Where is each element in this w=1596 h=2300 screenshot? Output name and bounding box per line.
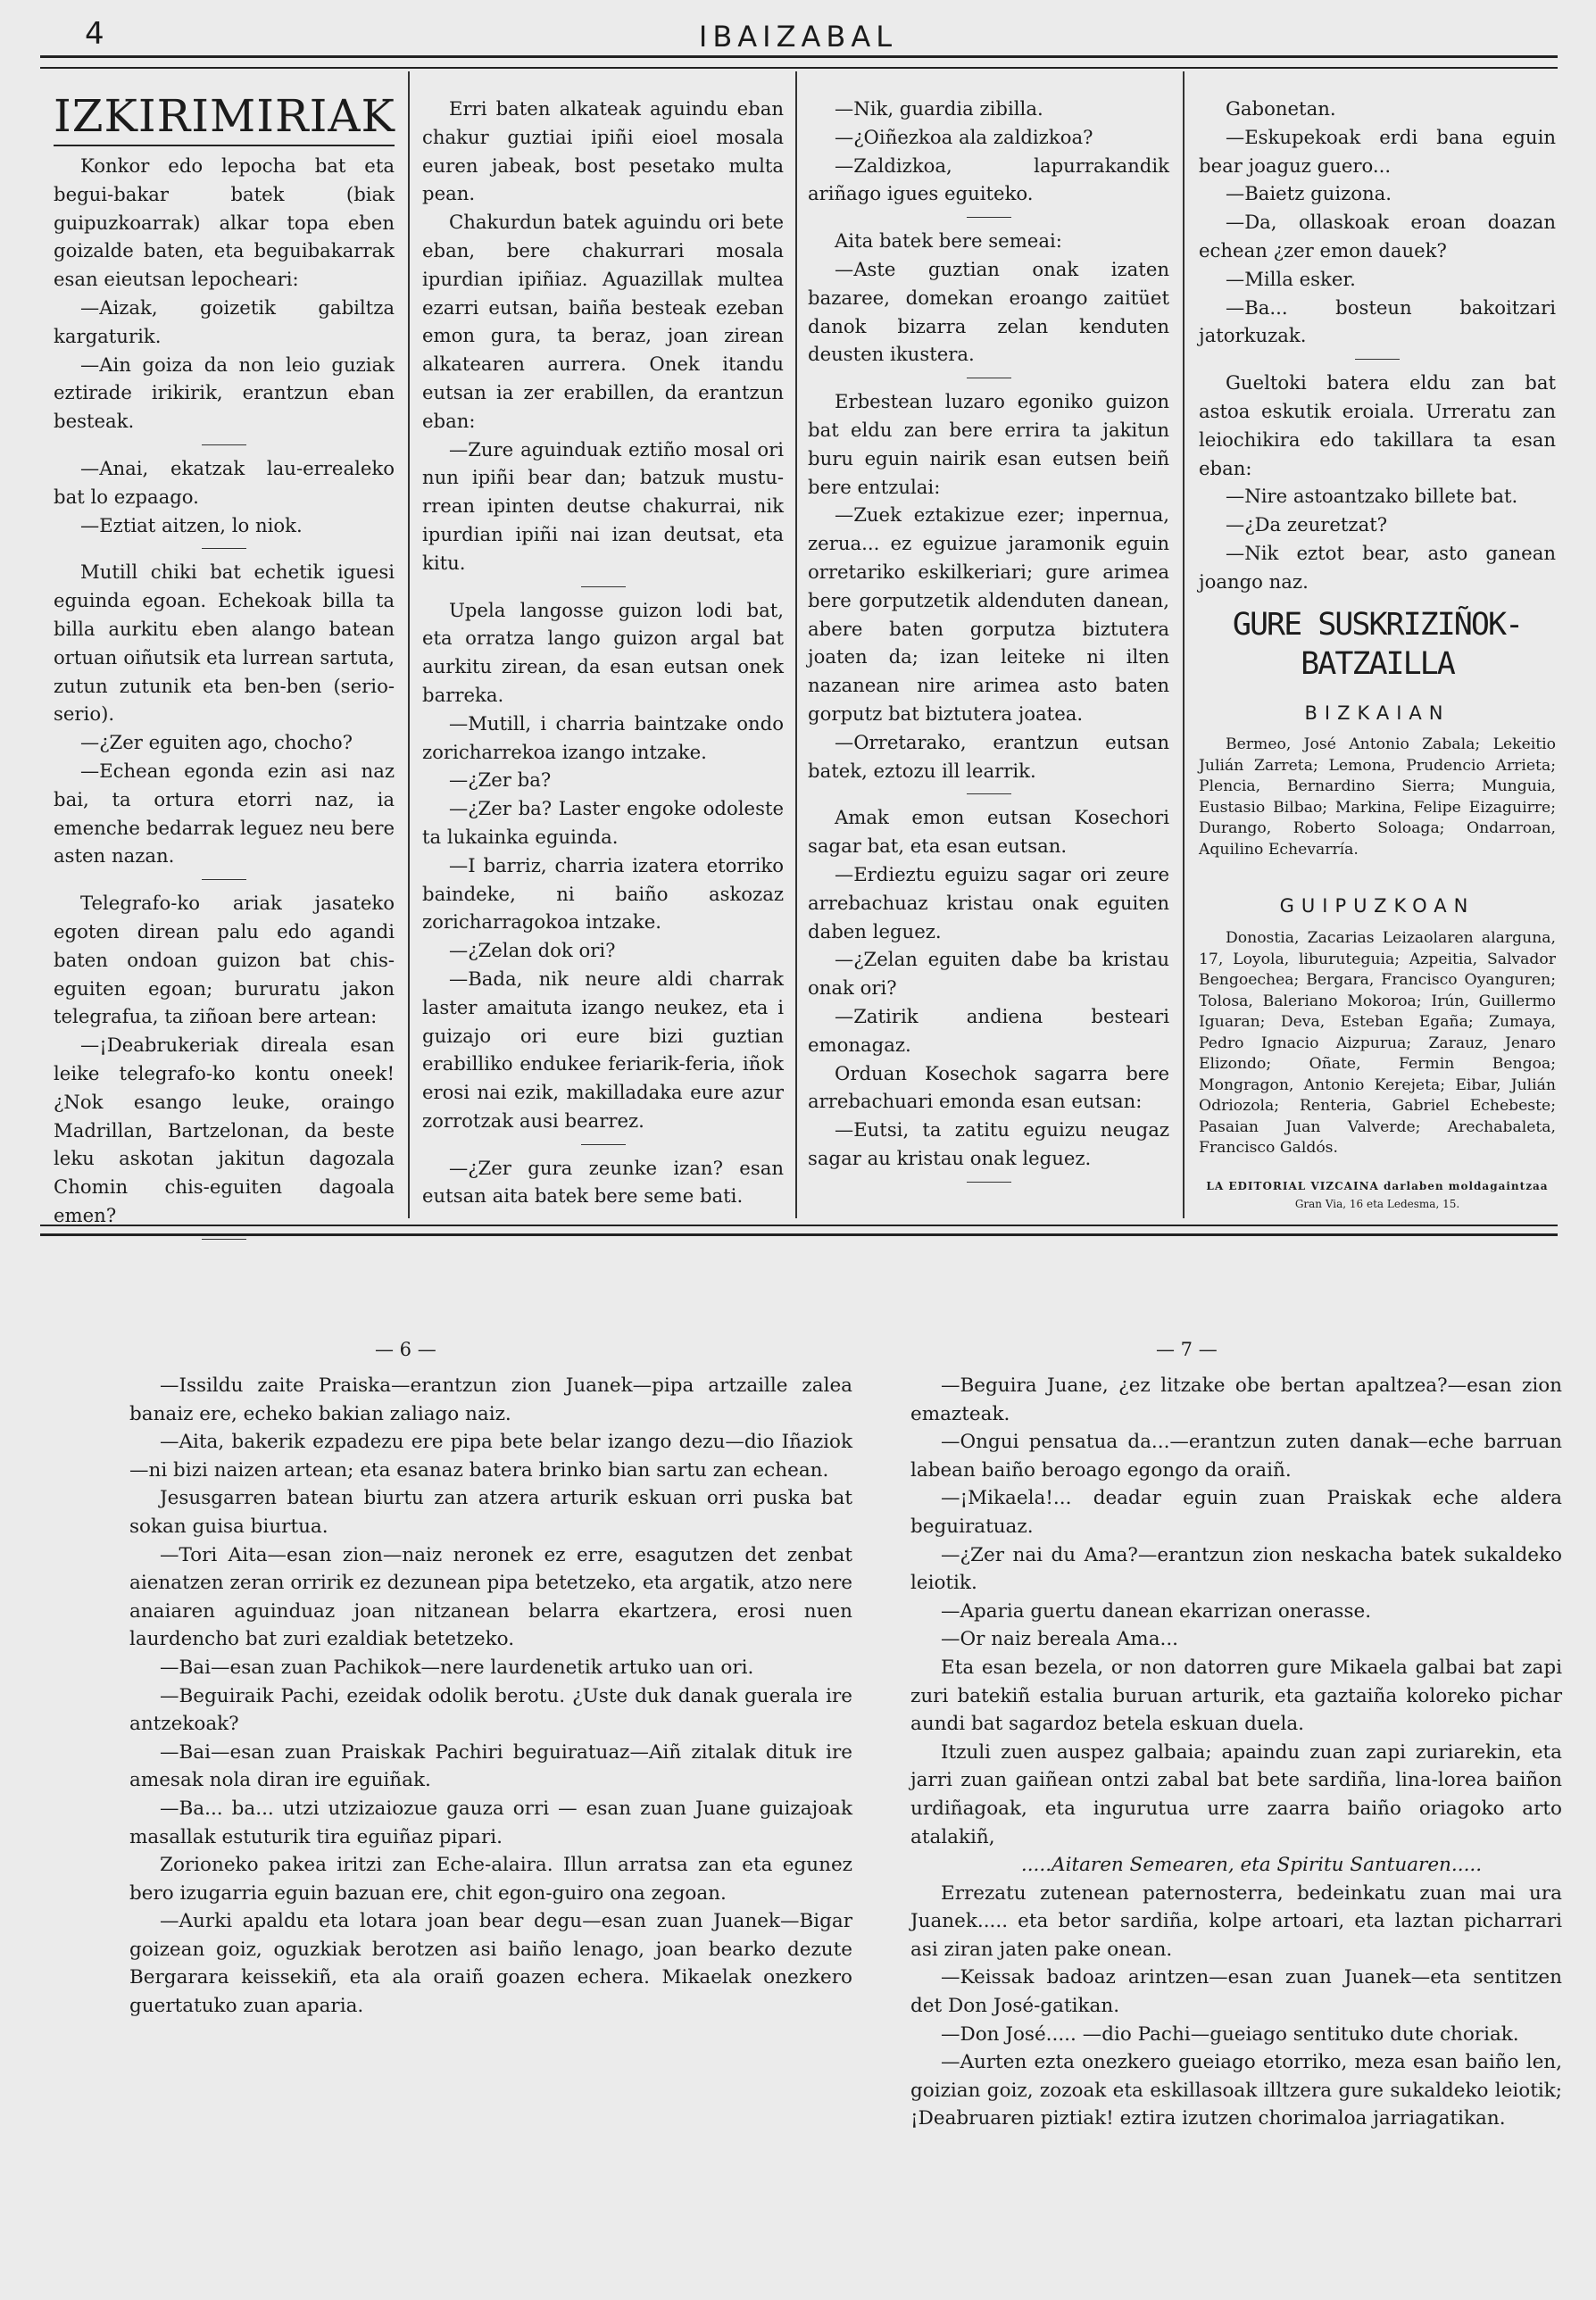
paragraph: —Ain goiza da non leio guziak eztirade irikirik, erantzun eban besteak. — [54, 353, 395, 433]
paragraph: —I barriz, charria izatera etorriko baindeke, ni baiño askozaz zoricharragokoa intzake. — [422, 853, 784, 934]
paragraph: —Issildu zaite Praiska—erantzun zion Juanek—pipa artzaille zalea banaiz ere, echeko bakian zaliago naiz. — [129, 1374, 852, 1425]
lower-left-text — [129, 1372, 852, 2021]
paragraph: —Nik eztot bear, asto ganean joango naz. — [1199, 541, 1556, 593]
paragraph: —Bai—esan zuan Praiskak Pachiri beguiratuaz—Aiñ zitalak dituk ire amesak nola diran ire eguiñak. — [129, 1740, 852, 1792]
region-label-bizkaia: BIZKAIAN — [1304, 702, 1451, 724]
paragraph: —¡Mikaela!... deadar eguin zuan Praiskak eche aldera beguiratuaz. — [910, 1487, 1562, 1538]
paragraph: —Don José..... —dio Pachi—gueiago sentituko dute choriak. — [941, 2022, 1519, 2046]
paragraph: Erri baten alkateak aguindu eban chakur guztiai ipiñi eioel mosala euren jabeak, bost pesetako multa pean. — [422, 97, 784, 205]
agents-list-bizkaia: Bermeo, José Antonio Zabala; Lekeitio Julián Zarreta; Lemona, Prudencio Arrieta; Plencia, Bernardino Sierra; Munguia, Eustasio Bilbao; Markina, Felipe Eizaguirre; Durango, Roberto Soloaga; Ondarroan, Aquilino Echevarría. — [1199, 735, 1556, 859]
separator — [202, 1239, 246, 1240]
separator — [202, 444, 246, 445]
separator — [967, 793, 1011, 794]
paragraph: —Bai—esan zuan Pachikok—nere laurdenetik artuko uan ori. — [160, 1656, 754, 1679]
paragraph: —Ba... ba... utzi utzizaiozue gauza orri — esan zuan Juane guizajoak masallak estuturik tira eguiñaz pipari. — [129, 1797, 852, 1848]
paragraph: Errezatu zutenean paternosterra, bedeinkatu zuan mai ura Juanek..... eta betor sardiña, kolpe artoari, eta laztan picharrari asi ziran jaten pake onean. — [910, 1881, 1562, 1961]
paragraph: —¿Zer nai du Ama?—erantzun zion neskacha batek sukaldeko leiotik. — [910, 1543, 1562, 1595]
paragraph: —Zaldizkoa, lapurrakandik ariñago igues eguiteko. — [808, 154, 1169, 205]
paragraph: —¿Zer gura zeunke izan? esan eutsan aita batek bere seme bati. — [422, 1156, 784, 1208]
column-divider — [408, 71, 410, 1218]
paragraph: —¿Zer ba? — [449, 768, 552, 792]
paragraph: —Aurten ezta onezkero gueiago etorriko, meza esan baiño len, goizian goiz, zozoak eta eskillasoak illtzera gure sukaldeko leiotik; ¡Deabruaren piztiak! eztira izutzen chorimaloa jarriagatikan. — [910, 2051, 1562, 2130]
paragraph: —¡Deabrukeriak direala esan leike telegrafo-ko kontu oneek! ¿Nok esango leuke, oraingo Madrillan, Bartzelonan, da beste leku askotan jakitun dagozala Chomin chis-eguiten dagoala emen? — [54, 1034, 395, 1226]
paragraph: —Or naiz bereala Ama... — [941, 1628, 1179, 1651]
paragraph: —¿Zelan eguiten dabe ba kristau onak ori? — [808, 948, 1169, 1000]
paragraph: —Zure aguinduak eztiño mosal ori nun ipiñi bear dan; batzuk mustu-rrean ipinten deutse chakurrai, nik ipurdian ipiñi nai izan deutsat, eta kitu. — [422, 437, 784, 574]
separator — [1355, 359, 1400, 360]
imprint-publisher: LA EDITORIAL VIZCAINA darlaben moldagaintzaa — [1206, 1179, 1549, 1192]
imprint — [1199, 1177, 1556, 1213]
imprint-address: Gran Via, 16 eta Ledesma, 15. — [1294, 1197, 1460, 1210]
paragraph: —¿Oiñezkoa ala zaldizkoa? — [835, 125, 1093, 148]
paragraph: Amak emon eutsan Kosechori sagar bat, eta esan eutsan. — [808, 806, 1169, 858]
paragraph: —Erdieztu eguizu sagar ori zeure arrebachuaz kristau onak eguiten daben leguez. — [808, 862, 1169, 942]
paragraph: —Aizak, goizetik gabiltza kargaturik. — [54, 295, 395, 347]
paragraph: —Echean egonda ezin asi naz bai, ta ortura etorri naz, ia emenche bedarrak leguez neu bere asten nazan. — [54, 759, 395, 868]
paragraph: —Baietz guizona. — [1226, 182, 1392, 205]
paragraph: Eta esan bezela, or non datorren gure Mikaela galbai bat zapi zuri batekiñ estalia buruan arturik, eta gaztaiña koloreko pichar aundi bat sagardoz betela eskuan duela. — [910, 1656, 1562, 1736]
separator — [202, 548, 246, 549]
prayer-line: .....Aitaren Semearen, eta Spiritu Santuaren..... — [1020, 1854, 1483, 1877]
paragraph: —Mutill, i charria baintzake ondo zoricharrekoa izango intzake. — [422, 711, 784, 763]
paragraph: —Beguira Juane, ¿ez litzake obe bertan apaltzea?—esan zion emazteak. — [910, 1374, 1562, 1425]
paragraph: —Bada, nik neure aldi charrak laster amaituta izango neukez, eta i guizajo ori eure bizi guztian erabilliko endukee feriarik-feria, iñok erosi nai ezik, makilladaka eure azur zorrotzak ausi bearrez. — [422, 967, 784, 1132]
column-divider — [1183, 71, 1185, 1218]
paragraph: Telegrafo-ko ariak jasateko egoten direan palu edo agandi baten ondoan guizon bat chis-eguiten egoan; bururatu jakon telegrafua, ta ziñoan bere artean: — [54, 892, 395, 1028]
paragraph: —Aste guztian onak izaten bazaree, domekan eroango zaitüet danok bizarra zelan kenduten deusten ikustera. — [808, 257, 1169, 366]
separator — [967, 1182, 1011, 1183]
lower-page-number-6: — 6 — — [375, 1339, 436, 1360]
paragraph: Gueltoki batera eldu zan bat astoa eskutik eroiala. Urreratu zan leiochikira edo takillara ta esan eban: — [1199, 371, 1556, 479]
column-1 — [54, 89, 395, 1249]
paragraph: —Tori Aita—esan zion—naiz neronek ez erre, esagutzen det zenbat aienatzen zeran orririk ez dezunean pipa betetzeko, eta argatik, atzo nere anaiaren aguinduaz joan nitzanean belarra ekartzera, erosi nuen laurdencho bat zuri ezaldiak betetzeko. — [129, 1543, 852, 1651]
paragraph: Orduan Kosechok sagarra bere arrebachuari emonda esan eutsan: — [808, 1061, 1169, 1113]
separator — [581, 586, 626, 587]
paragraph: —Nire astoantzako billete bat. — [1226, 485, 1518, 508]
subscribers-heading: GURE SUSKRIZIÑOK-BATZAILLA — [1232, 606, 1523, 682]
paragraph: Itzuli zuen auspez galbaia; apaindu zuan zapi zuriarekin, eta jarri zuan gaiñean ontzi zabal bat bete sardiña, lina-lorea baiñon urdiñagoak, eta ingurutua urre zaarra baiño oriagoko arto atalakiñ, — [910, 1740, 1562, 1848]
newspaper-title: IBAIZABAL — [698, 20, 898, 54]
paragraph: —Keissak badoaz arintzen—esan zuan Juanek—eta sentitzen det Don José-gatikan. — [910, 1966, 1562, 2018]
column-4 — [1199, 95, 1556, 1213]
paragraph: —Aurki apaldu eta lotara joan bear degu—esan zuan Juanek—Bigar goizean goiz, oguzkiak berotzen asi baiño lenago, joan bearko dezute Bergarara keissekiñ, eta ala oraiñ goazen echera. Mikaelak onezkero guertatuko zuan aparia. — [129, 1910, 852, 2018]
section-heading: IZKIRIMIRIAK — [54, 89, 395, 146]
column-3 — [808, 95, 1169, 1192]
paragraph: —Zatirik andiena besteari emonagaz. — [808, 1004, 1169, 1056]
paragraph: —Aita, bakerik ezpadezu ere pipa bete belar izango dezu—dio Iñaziok—ni bizi naizen artean; eta esanaz batera brinko bian sartu zan echean. — [129, 1431, 852, 1482]
agents-list-gipuzkoa: Donostia, Zacarias Leizaolaren alarguna, 17, Loyola, liburuteguia; Azpeitia, Salvador Bengoechea; Bergara, Francisco Oyanguren; Tolosa, Baleriano Mokoroa; Irún, Guillermo Iguaran; Deva, Esteban Egaña; Zumaya, Pedro Ignacio Aizpurua; Zarauz, Jenaro Elizondo; Oñate, Fermin Bengoa; Mongragon, Antonio Kerejeta; Eibar, Julián Odriozola; Renteria, Gabriel Echebeste; Pasaian Juan Valverde; Arechabaleta, Francisco Galdós. — [1199, 929, 1556, 1158]
paragraph: Konkor edo lepocha bat eta begui-bakar batek (biak guipuzkoarrak) alkar topa eben goizalde baten, eta beguibakarrak esan eieutsan lepocheari: — [54, 154, 395, 291]
paragraph: Mutill chiki bat echetik iguesi eguinda egoan. Echekoak billa ta billa aurkitu eben alango batean ortuan oiñutsik eta lurrean sartuta, zutun zutunik eta ben-ben (serio-serio). — [54, 560, 395, 726]
paragraph: —¿Da zeuretzat? — [1226, 513, 1388, 536]
paragraph: Zorioneko pakea iritzi zan Eche-alaira. Illun arratsa zan eta egunez bero izugarria eguin bazuan ere, chit egon-guiro ona zegoan. — [129, 1854, 852, 1905]
bottom-double-rule — [40, 1225, 1558, 1236]
paragraph: Jesusgarren batean biurtu zan atzera arturik eskuan orri puska bat sokan guisa biurtua. — [129, 1487, 852, 1538]
paragraph: —Zuek eztakizue ezer; inpernua, zerua... ez eguizue jaramonik eguin orretariko eskilkeriari; gure arimea bere gorputzetik aldenduten danean, abere baten gorputza biztutera joaten da; izan leiteke ni ilten nazanean nire arimea asto baten gorputz bat biztutera joatea. — [808, 503, 1169, 725]
paragraph: —¿Zelan dok ori? — [449, 939, 616, 962]
separator — [581, 1144, 626, 1145]
paragraph: —Milla esker. — [1226, 267, 1356, 290]
paragraph: Aita batek bere semeai: — [835, 229, 1062, 253]
column-divider — [795, 71, 797, 1218]
paragraph: Erbestean luzaro egoniko guizon bat eldu zan bere errira ta jakitun buru eguin nairik esan eutsen beiñ bere entzulai: — [808, 390, 1169, 498]
paragraph: —Ongui pensatua da...—erantzun zuten danak—eche barruan labean baiño beroago egongo da oraiñ. — [910, 1431, 1562, 1482]
paragraph: —Ba... bosteun bakoitzari jatorkuzak. — [1199, 295, 1556, 347]
paragraph: —Eutsi, ta zatitu eguizu neugaz sagar au kristau onak leguez. — [808, 1118, 1169, 1169]
paragraph: —¿Zer ba? Laster engoke odoleste ta lukainka eguinda. — [422, 797, 784, 848]
paragraph: Gabonetan. — [1226, 97, 1336, 120]
paragraph: —¿Zer eguiten ago, chocho? — [80, 731, 353, 754]
paragraph: —Anai, ekatzak lau-errealeko bat lo ezpaago. — [54, 456, 395, 508]
paragraph: —Nik, guardia zibilla. — [835, 97, 1043, 120]
paragraph: —Eztiat aitzen, lo niok. — [80, 513, 303, 536]
top-double-rule — [40, 55, 1558, 69]
paragraph: —Orretarako, erantzun eutsan batek, eztozu ill learrik. — [808, 730, 1169, 782]
separator — [202, 879, 246, 880]
paragraph: Chakurdun batek aguindu ori bete eban, bere chakurrari mosala ipurdian ipiñiaz. Aguazillak multea ezarri eutsan, baiña besteak ezeban emon gura, ta beraz, joan zirean alkatearen aurrera. Onek itandu eutsan ia zer erabillen, da erantzun eban: — [422, 211, 784, 432]
paragraph: Upela langosse guizon lodi bat, eta orratza lango guizon argal bat aurkitu zirean, da esan eutsan onek barreka. — [422, 598, 784, 706]
region-label-gipuzkoa: GUIPUZKOAN — [1279, 895, 1475, 918]
paragraph: —Eskupekoak erdi bana eguin bear joaguz guero... — [1199, 125, 1556, 177]
lower-right-text — [910, 1372, 1562, 2133]
page-number: 4 — [85, 16, 104, 52]
separator — [967, 217, 1011, 218]
lower-page-number-7: — 7 — — [1156, 1339, 1218, 1360]
column-2 — [422, 95, 784, 1210]
paragraph: —Aparia guertu danean ekarrizan onerasse. — [941, 1599, 1372, 1623]
paragraph: —Beguiraik Pachi, ezeidak odolik berotu. ¿Uste duk danak guerala ire antzekoak? — [129, 1684, 852, 1736]
paragraph: —Da, ollaskoak eroan doazan echean ¿zer emon dauek? — [1199, 211, 1556, 262]
